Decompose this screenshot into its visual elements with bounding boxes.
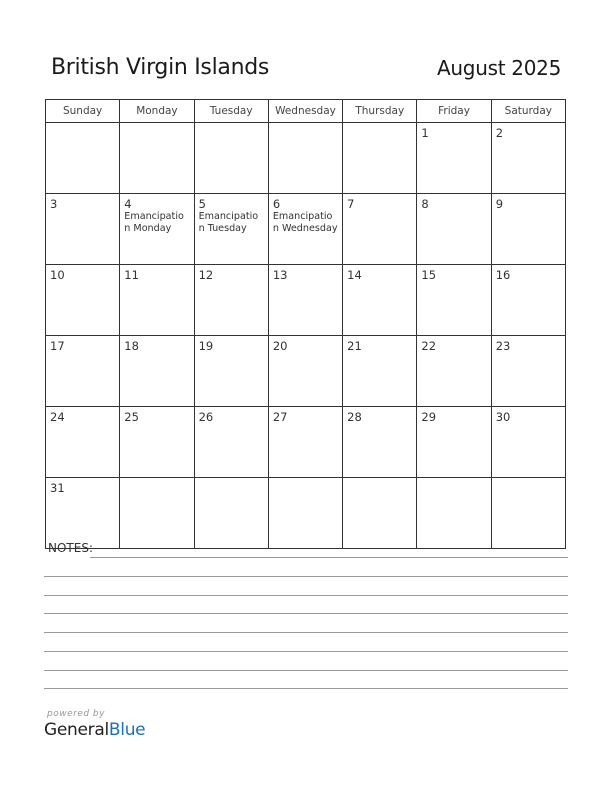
note-line (44, 595, 568, 596)
day-cell (194, 336, 268, 407)
day-cell (491, 194, 565, 265)
day-cell (46, 265, 120, 336)
day-cell (417, 265, 491, 336)
note-line (44, 632, 568, 633)
day-number: 24 (50, 410, 65, 424)
weekday-tuesday: Tuesday (194, 100, 268, 123)
note-line (44, 688, 568, 689)
day-cell (268, 123, 342, 194)
week-row (46, 478, 566, 549)
day-cell (194, 407, 268, 478)
day-cell (46, 478, 120, 549)
day-number: 1 (421, 126, 429, 140)
week-row (46, 123, 566, 194)
day-number: 21 (347, 339, 362, 353)
day-number: 17 (50, 339, 65, 353)
day-number: 9 (495, 197, 504, 211)
day-cell (268, 194, 342, 265)
calendar-title: British Virgin Islands (51, 55, 270, 80)
day-cell (491, 478, 565, 549)
day-cell (343, 123, 417, 194)
holiday-label: Emancipation Tuesday (198, 211, 259, 234)
day-cell (194, 478, 268, 549)
note-line (44, 670, 568, 671)
day-number: 29 (421, 410, 437, 424)
day-number: 13 (272, 268, 288, 282)
day-cell (120, 265, 194, 336)
day-number: 26 (198, 410, 214, 424)
day-cell (417, 407, 491, 478)
day-cell (120, 336, 194, 407)
day-number: 18 (124, 339, 139, 353)
day-number: 11 (124, 268, 139, 282)
day-number: 20 (272, 339, 288, 353)
day-cell (120, 478, 194, 549)
day-number: 8 (421, 197, 429, 211)
day-cell (120, 194, 194, 265)
holiday-label: Emancipation Monday (124, 211, 184, 234)
brand-name (44, 720, 145, 740)
weekday-thursday: Thursday (343, 100, 417, 123)
day-cell (194, 123, 268, 194)
day-cell (120, 123, 194, 194)
calendar-grid (45, 99, 566, 549)
day-number: 6 (272, 197, 281, 211)
day-number: 16 (495, 268, 511, 282)
day-cell (268, 478, 342, 549)
day-number: 5 (198, 197, 206, 211)
brand-name-first: General (44, 720, 109, 740)
powered-by-text: powered by (47, 709, 105, 719)
note-line (44, 651, 568, 652)
day-cell (268, 265, 342, 336)
weekday-saturday: Saturday (491, 100, 565, 123)
day-number: 31 (50, 481, 65, 495)
day-cell (343, 265, 417, 336)
note-line (44, 576, 568, 577)
day-number: 3 (50, 197, 58, 211)
day-cell (343, 194, 417, 265)
day-number: 19 (198, 339, 214, 353)
day-cell (343, 336, 417, 407)
day-cell (491, 336, 565, 407)
holiday-label: Emancipation Wednesday (272, 211, 338, 234)
week-row (46, 265, 566, 336)
day-cell (417, 194, 491, 265)
week-row (46, 407, 566, 478)
day-number: 30 (495, 410, 511, 424)
weekday-wednesday: Wednesday (268, 100, 342, 123)
day-number: 22 (421, 339, 437, 353)
day-number: 28 (347, 410, 362, 424)
day-cell (417, 123, 491, 194)
day-number: 25 (124, 410, 139, 424)
day-cell (46, 336, 120, 407)
weekday-sunday: Sunday (46, 100, 120, 123)
day-number: 4 (124, 197, 132, 211)
day-cell (491, 123, 565, 194)
week-row (46, 194, 566, 265)
brand-logo (44, 709, 145, 740)
day-number: 15 (421, 268, 437, 282)
day-number: 12 (198, 268, 214, 282)
weekday-header-row (46, 100, 566, 123)
month-year-label: August 2025 (437, 56, 561, 80)
notes-label: NOTES: (48, 541, 93, 555)
day-number: 14 (347, 268, 362, 282)
day-cell (268, 407, 342, 478)
day-number: 2 (495, 126, 504, 140)
day-number: 27 (272, 410, 288, 424)
day-number: 23 (495, 339, 511, 353)
day-cell (491, 265, 565, 336)
note-line (44, 613, 568, 614)
day-cell (343, 407, 417, 478)
note-line (90, 557, 568, 558)
weekday-friday: Friday (417, 100, 491, 123)
day-cell (120, 407, 194, 478)
day-number: 7 (347, 197, 355, 211)
day-cell (194, 194, 268, 265)
day-number: 10 (50, 268, 65, 282)
day-cell (46, 194, 120, 265)
day-cell (194, 265, 268, 336)
weekday-monday: Monday (120, 100, 194, 123)
day-cell (268, 336, 342, 407)
day-cell (343, 478, 417, 549)
brand-name-second: Blue (108, 720, 146, 740)
day-cell (46, 407, 120, 478)
day-cell (46, 123, 120, 194)
week-row (46, 336, 566, 407)
day-cell (491, 407, 565, 478)
day-cell (417, 336, 491, 407)
day-cell (417, 478, 491, 549)
